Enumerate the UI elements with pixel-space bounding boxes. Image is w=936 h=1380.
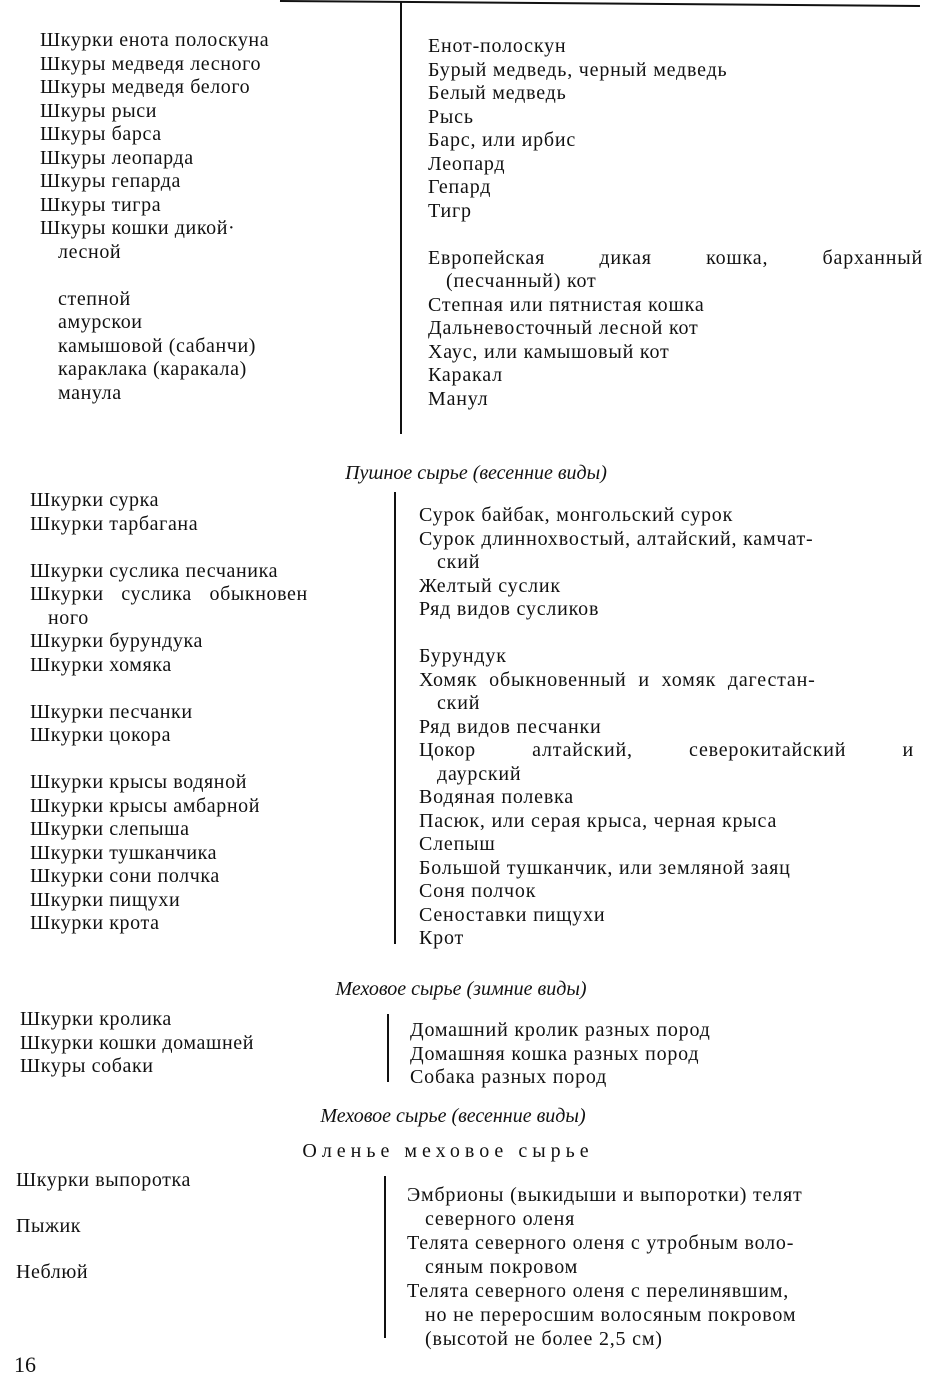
list-item: Шкурки бурундука	[30, 630, 203, 652]
list-item: Ряд видов сусликов	[419, 598, 600, 620]
word: и	[902, 739, 914, 761]
list-item: Домашняя кошка разных пород	[410, 1042, 700, 1065]
list-item: Шкурки цокора	[30, 724, 172, 746]
list-item: Шкурки крота	[30, 912, 160, 934]
list-item: Телята северного оленя с утробным воло-	[407, 1232, 795, 1254]
list-item	[419, 739, 914, 763]
list-item: Шкурки слепыша	[30, 818, 190, 840]
list-item: Шкурки песчанки	[30, 700, 193, 723]
list-item: лесной	[58, 240, 122, 263]
list-item: Большой тушканчик, или земляной заяц	[419, 856, 791, 879]
section4-left-column	[16, 1168, 191, 1284]
list-item: Степная или пятнистая кошка	[428, 293, 705, 316]
list-item: Шкуры рыси	[40, 99, 158, 122]
list-item: Шкуры барса	[40, 123, 162, 145]
list-item: (песчанный) кот	[446, 270, 597, 292]
section-heading: Меховое сырье (весенние виды)	[320, 1105, 586, 1127]
page-number: 16	[14, 1352, 36, 1377]
list-item: Леопард	[428, 152, 506, 175]
list-item: Шкурки суслика обыкновен	[30, 583, 308, 605]
list-item: Бурундук	[419, 645, 507, 667]
list-item: Шкурки выпоротка	[16, 1169, 191, 1191]
word: кошка,	[706, 246, 769, 269]
list-item: Белый медведь	[428, 82, 567, 104]
section4-right-column	[407, 1183, 803, 1351]
column-divider	[387, 1014, 389, 1082]
list-item: Пасюк, или серая крыса, черная крыса	[419, 809, 778, 832]
list-item: Сеноставки пищухи	[419, 903, 606, 926]
list-item: Манул	[428, 387, 489, 410]
list-item: Шкурки сурка	[30, 489, 160, 511]
column-divider	[394, 492, 396, 944]
section3-right-column	[410, 1019, 711, 1090]
list-item: Шкурки тушканчика	[30, 841, 218, 864]
list-item: Ряд видов песчанки	[419, 715, 602, 738]
list-item: Крот	[419, 927, 465, 949]
list-item: Бурый медведь, черный медведь	[428, 58, 728, 81]
list-item: Пыжик	[16, 1215, 82, 1237]
word: барханный	[822, 246, 923, 269]
word: Европейская	[428, 246, 546, 269]
section2-right-column	[419, 504, 914, 951]
list-item: Неблюй	[16, 1261, 89, 1283]
section1-right-column	[428, 35, 923, 411]
list-item: амурскои	[58, 311, 143, 333]
list-item: Эмбрионы (выкидыши и выпоротки) телят	[407, 1184, 803, 1206]
section-heading: Пушное сырье (весенние виды)	[345, 462, 607, 484]
word: алтайский,	[532, 739, 633, 761]
list-item: Енот-полоскун	[428, 35, 567, 57]
list-item: Тигр	[428, 199, 472, 222]
list-item: Соня полчок	[419, 880, 537, 902]
list-item: Шкуры медведя лесного	[40, 52, 262, 75]
list-item: даурский	[437, 762, 522, 785]
list-item: степной	[58, 287, 131, 310]
list-item: Желтый суслик	[419, 574, 561, 597]
list-item: Шкурки суслика песчаника	[30, 559, 279, 582]
list-item: северного оленя	[425, 1208, 576, 1230]
list-item: Шкуры кошки дикой·	[40, 217, 236, 239]
list-item: Шкурки крысы водяной	[30, 771, 248, 793]
word: северокитайский	[689, 739, 847, 761]
section3-left-column	[20, 1008, 254, 1079]
list-item: Водяная полевка	[419, 786, 574, 808]
list-item: Каракал	[428, 364, 503, 386]
word: Цокор	[419, 739, 476, 761]
list-item: Шкурки сони полчка	[30, 865, 220, 887]
list-item: Сурок длиннохвостый, алтайский, камчат-	[419, 527, 814, 550]
list-item: Хаус, или камышовый кот	[428, 340, 670, 363]
list-item: Собака разных пород	[410, 1066, 608, 1088]
list-item: Шкурки кошки домашней	[20, 1031, 255, 1054]
list-item: Сурок байбак, монгольский сурок	[419, 504, 734, 526]
list-item: Барс, или ирбис	[428, 129, 577, 151]
list-item: (высотой не более 2,5 см)	[425, 1328, 663, 1350]
list-item: Гепард	[428, 176, 492, 198]
list-item: Домашний кролик разных пород	[410, 1019, 711, 1041]
table-top-rule	[280, 0, 920, 7]
list-item: Шкурки хомяка	[30, 653, 172, 676]
list-item: Шкуры собаки	[20, 1055, 154, 1077]
list-item: Шкурки тарбагана	[30, 512, 199, 535]
list-item: Дальневосточный лесной кот	[428, 317, 699, 339]
list-item: Шкурки крысы амбарной	[30, 794, 261, 817]
list-item: ский	[437, 551, 481, 573]
column-divider	[400, 2, 402, 434]
list-item	[428, 247, 923, 271]
list-item: Шкуры гепарда	[40, 170, 182, 192]
list-item: Хомяк обыкновенный и хомяк дагестан-	[419, 668, 816, 691]
section-heading: Меховое сырье (зимние виды)	[335, 978, 587, 1000]
list-item: камышовой (сабанчи)	[58, 334, 257, 357]
list-item: ного	[48, 606, 89, 629]
list-item: Шкуры тигра	[40, 193, 162, 216]
list-item: Рысь	[428, 105, 474, 128]
section2-left-column	[30, 489, 308, 936]
list-item: но не переросшим волосяным покровом	[425, 1304, 797, 1326]
list-item: Шкуры леопарда	[40, 146, 194, 169]
list-item: караклака (каракала)	[58, 358, 247, 380]
list-item: манула	[58, 381, 122, 404]
list-item: Телята северного оленя с перелинявшим,	[407, 1280, 790, 1302]
section1-left-column	[40, 29, 269, 405]
list-item: Шкуры медведя белого	[40, 76, 251, 98]
list-item: Шкурки пищухи	[30, 888, 181, 911]
section-subheading: Оленье меховое сырье	[302, 1140, 594, 1162]
list-item: сяным покровом	[425, 1256, 579, 1278]
list-item: Шкурки енота полоскуна	[40, 29, 270, 51]
column-divider	[384, 1176, 386, 1338]
list-item: ский	[437, 692, 481, 714]
list-item: Слепыш	[419, 833, 496, 855]
list-item: Шкурки кролика	[20, 1008, 172, 1030]
word: дикая	[599, 246, 652, 269]
